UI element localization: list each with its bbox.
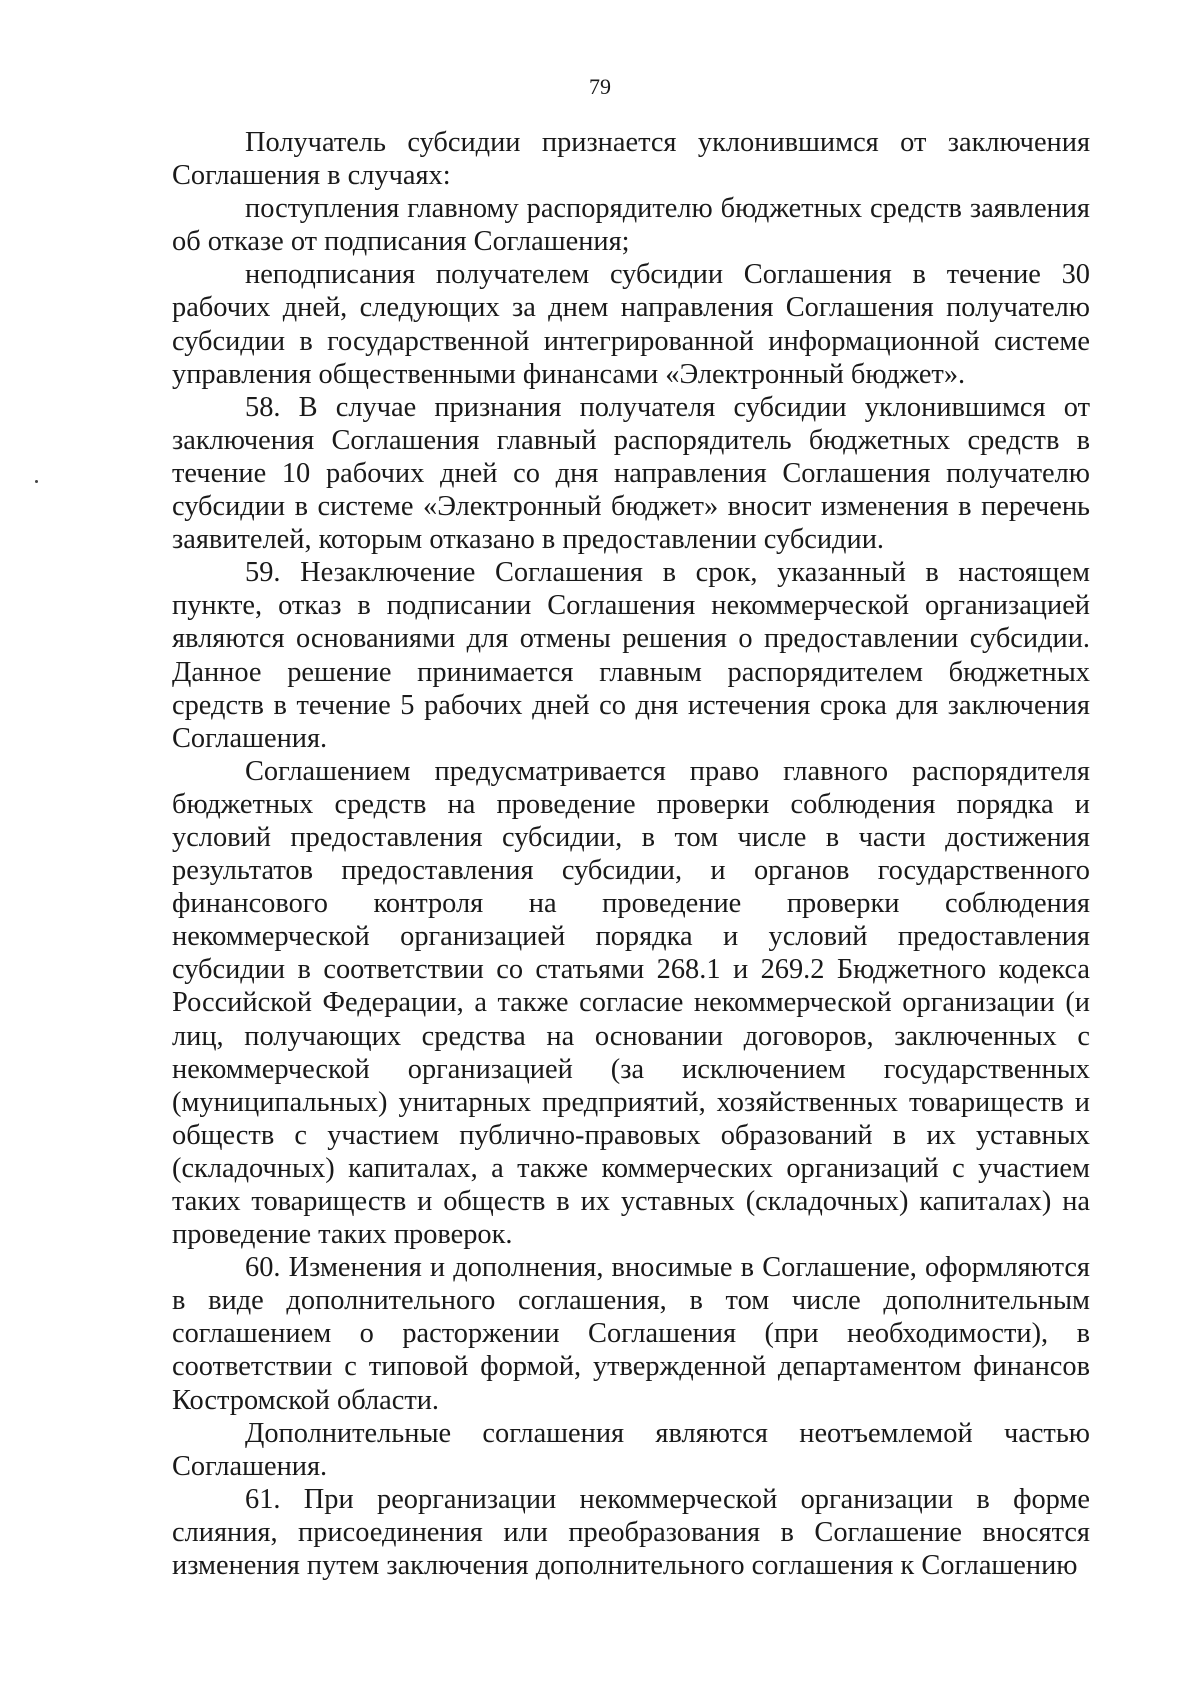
paragraph-non-signing: неподписания получателем субсидии Соглашения в течение 30 рабочих дней, следующих за днем направления Соглашения получателю субсидии в государственной интегрированной информационной системе управления общественными финансами «Электронный бюджет». <box>172 259 1090 390</box>
paragraph-61: 61. При реорганизации некоммерческой организации в форме слияния, присоединения или преобразования в Соглашение вносятся изменения путем заключения дополнительного соглашения к Соглашению <box>172 1483 1090 1582</box>
scan-speck <box>35 480 38 483</box>
paragraph-59: 59. Незаключение Соглашения в срок, указанный в настоящем пункте, отказ в подписании Соглашения некоммерческой организацией являются основаниями для отмены решения о предоставлении субсидии. Данное решение принимается главным распорядителем бюджетных средств в течение 5 рабочих дней со дня истечения срока для заключения Соглашения. <box>172 557 1090 754</box>
paragraph-evasion-intro: Получатель субсидии признается уклонившимся от заключения Соглашения в случаях: <box>172 127 1090 192</box>
paragraph-60: 60. Изменения и дополнения, вносимые в Соглашение, оформляются в виде дополнительного соглашения, в том числе дополнительным соглашением о расторжении Соглашения (при необходимости), в соответствии с типовой формой, утвержденной департаментом финансов Костромской области. <box>172 1252 1090 1416</box>
paragraph-inspection-right: Соглашением предусматривается право главного распорядителя бюджетных средств на проведение проверки соблюдения порядка и условий предоставления субсидии, в том числе в части достижения результатов предоставления субсидии, и органов государственного финансового контроля на проведение проверки соблюдения некоммерческой организацией порядка и условий предоставления субсидии в соответствии со статьями 268.1 и 269.2 Бюджетного кодекса Российской Федерации, а также согласие некоммерческой организации (и лиц, получающих средства на основании договоров, заключенных с некоммерческой организацией (за исключением государственных (муниципальных) унитарных предприятий, хозяйственных товариществ и обществ с участием публично-правовых образований в их уставных (складочных) капиталах, а также коммерческих организаций с участием таких товариществ и обществ в их уставных (складочных) капиталах) на проведение таких проверок. <box>172 755 1090 1251</box>
paragraph-additional-agreements: Дополнительные соглашения являются неотъемлемой частью Соглашения. <box>172 1417 1090 1482</box>
document-body <box>172 126 1090 1582</box>
paragraph-refusal-statement: поступления главному распорядителю бюджетных средств заявления об отказе от подписания Соглашения; <box>172 193 1090 258</box>
paragraph-58: 58. В случае признания получателя субсидии уклонившимся от заключения Соглашения главный распорядитель бюджетных средств в течение 10 рабочих дней со дня направления Соглашения получателю субсидии в системе «Электронный бюджет» вносит изменения в перечень заявителей, которым отказано в предоставлении субсидии. <box>172 391 1090 556</box>
page-number: 79 <box>589 74 611 99</box>
